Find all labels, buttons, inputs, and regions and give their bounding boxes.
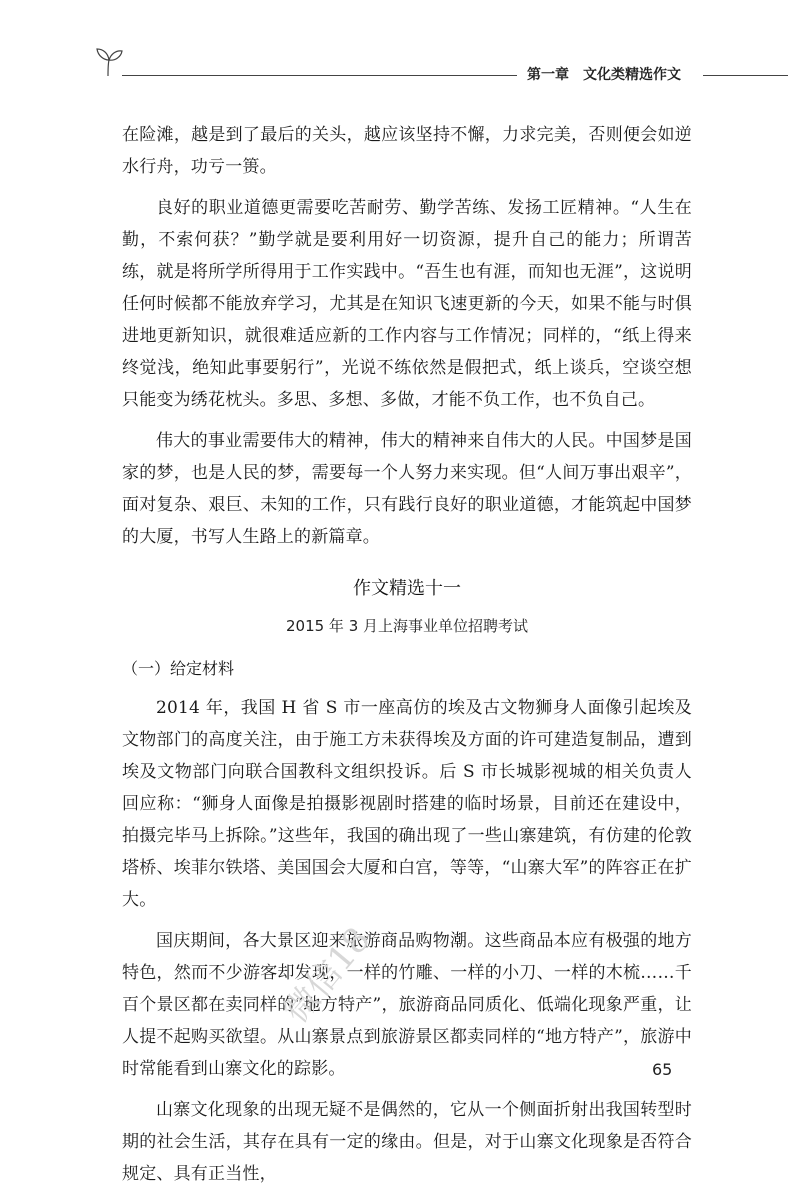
running-header xyxy=(0,0,800,90)
paragraph: 国庆期间，各大景区迎来旅游商品购物潮。这些商品本应有极强的地方特色，然而不少游客却发现，一样的竹雕、一样的小刀、一样的木梳……千百个景区都在卖同样的“地方特产”，旅游商品同质化、低端化现象严重，让人提不起购买欲望。从山寨景点到旅游景区都卖同样的“地方特产”，旅游中时常能看到山寨文化的踪影。 xyxy=(122,931,692,1079)
page-number: 65 xyxy=(652,1060,673,1079)
subheading: （一）给定材料 xyxy=(122,659,235,678)
page-content xyxy=(122,119,692,1190)
section-subtitle: 2015 年 3 月上海事业单位招聘考试 xyxy=(285,617,529,635)
chapter-title: 第一章 文化类精选作文 xyxy=(527,67,681,83)
paragraph: 在险滩，越是到了最后的关头，越应该坚持不懈，力求完美，否则便会如逆水行舟，功亏一篑。 xyxy=(122,125,692,177)
header-rule-right xyxy=(703,75,788,76)
paragraph: 山寨文化现象的出现无疑不是偶然的，它从一个侧面折射出我国转型时期的社会生活，其存在具有一定的缘由。但是，对于山寨文化现象是否符合规定、具有正当性， xyxy=(122,1100,692,1184)
paragraph: 良好的职业道德更需要吃苦耐劳、勤学苦练、发扬工匠精神。“人生在勤，不索何获？”勤学就是要利用好一切资源，提升自己的能力；所谓苦练，就是将所学所得用于工作实践中。“吾生也有涯，而知也无涯”，这说明任何时候都不能放弃学习，尤其是在知识飞速更新的今天，如果不能与时俱进地更新知识，就很难适应新的工作内容与工作情况；同样的，“纸上得来终觉浅，绝知此事要躬行”，光说不练依然是假把式，纸上谈兵，空谈空想只能变为绣花枕头。多思、多想、多做，才能不负工作，也不负自己。 xyxy=(122,198,692,410)
header-rule-left xyxy=(122,75,517,76)
paragraph: 2014 年，我国 H 省 S 市一座高仿的埃及古文物狮身人面像引起埃及文物部门的高度关注，由于施工方未获得埃及方面的许可建造复制品，遭到埃及文物部门向联合国教科文组织投诉。后 S 市长城影视城的相关负责人回应称：“狮身人面像是拍摄影视剧时搭建的临时场景，目前还在建设中，拍摄完毕马上拆除。”这些年，我国的确出现了一些山寨建筑，有仿建的伦敦塔桥、埃菲尔铁塔、美国国会大厦和白宫，等等，“山寨大军”的阵容正在扩大。 xyxy=(122,698,692,910)
section-title: 作文精选十一 xyxy=(353,578,461,599)
sprout-icon xyxy=(94,44,124,78)
watermark: 微信18 xyxy=(276,919,379,1031)
paragraph: 伟大的事业需要伟大的精神，伟大的精神来自伟大的人民。中国梦是国家的梦，也是人民的梦，需要每一个人努力来实现。但“人间万事出艰辛”，面对复杂、艰巨、未知的工作，只有践行良好的职业道德，才能筑起中国梦的大厦，书写人生路上的新篇章。 xyxy=(122,431,692,547)
